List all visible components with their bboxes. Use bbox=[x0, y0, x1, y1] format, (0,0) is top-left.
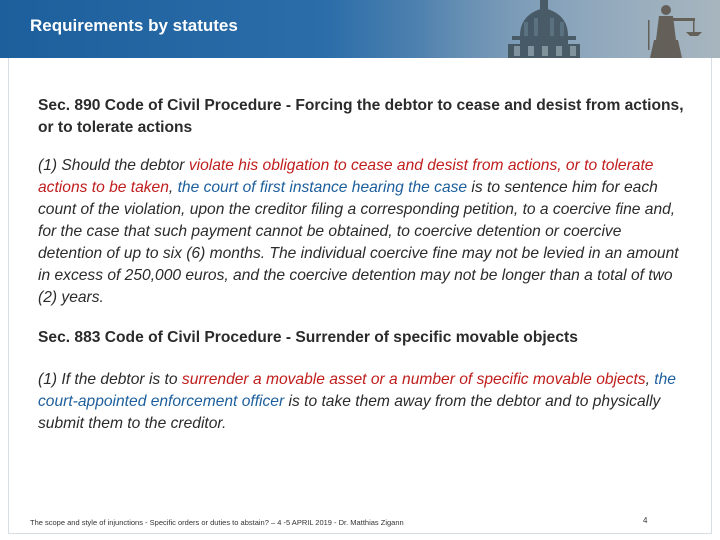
highlight-obligation-cease-desist: violate his obligation to cease and desist from actions bbox=[188, 157, 558, 174]
section-heading-890: Sec. 890 Code of Civil Procedure - Forcing the debtor to cease and desist from actions, or to tolerate actions bbox=[38, 97, 684, 136]
highlight-surrender-movable: surrender a movable asset or a number of specific movable objects bbox=[181, 371, 646, 388]
header-bar bbox=[0, 0, 720, 58]
slide-title: Requirements by statutes bbox=[30, 16, 238, 35]
page-number: 4 bbox=[643, 516, 648, 525]
separator-comma: , bbox=[645, 371, 655, 388]
paragraph-890 bbox=[38, 155, 688, 309]
paragraph-text: (1) If the debtor is to bbox=[38, 371, 182, 388]
highlight-court-first-instance: the court of first instance hearing the case bbox=[177, 179, 468, 196]
separator-comma: , bbox=[557, 157, 566, 174]
slide-content bbox=[38, 95, 688, 435]
separator-comma: , bbox=[168, 179, 178, 196]
paragraph-text: is to sentence him for each count of the violation, upon the creditor filing a corresponding petition, to a coercive fine and, for the case that such payment cannot be obtained, to coercive detention or coercive detention of up to six (6) months. The individual coercive fine may not be levied in an amount in excess of 250,000 euros, and the coercive detention may not be longer than a total of two (2) years. bbox=[38, 179, 679, 306]
highlight-tolerate-actions: or to tolerate actions to be taken bbox=[38, 157, 654, 196]
paragraph-883 bbox=[38, 369, 688, 435]
paragraph-text: is to take them away from the debtor and to physically submit them to the creditor. bbox=[38, 393, 661, 432]
dome-and-justice-statue-icon bbox=[420, 0, 720, 58]
paragraph-text: (1) Should the debtor bbox=[38, 157, 189, 174]
highlight-enforcement-officer: the court-appointed enforcement officer bbox=[38, 371, 676, 410]
slide-footer: The scope and style of injunctions - Specific orders or duties to abstain? – 4 -5 APRIL 2019 - Dr. Matthias Zigann bbox=[30, 518, 404, 527]
section-heading-883: Sec. 883 Code of Civil Procedure - Surrender of specific movable objects bbox=[38, 329, 578, 346]
